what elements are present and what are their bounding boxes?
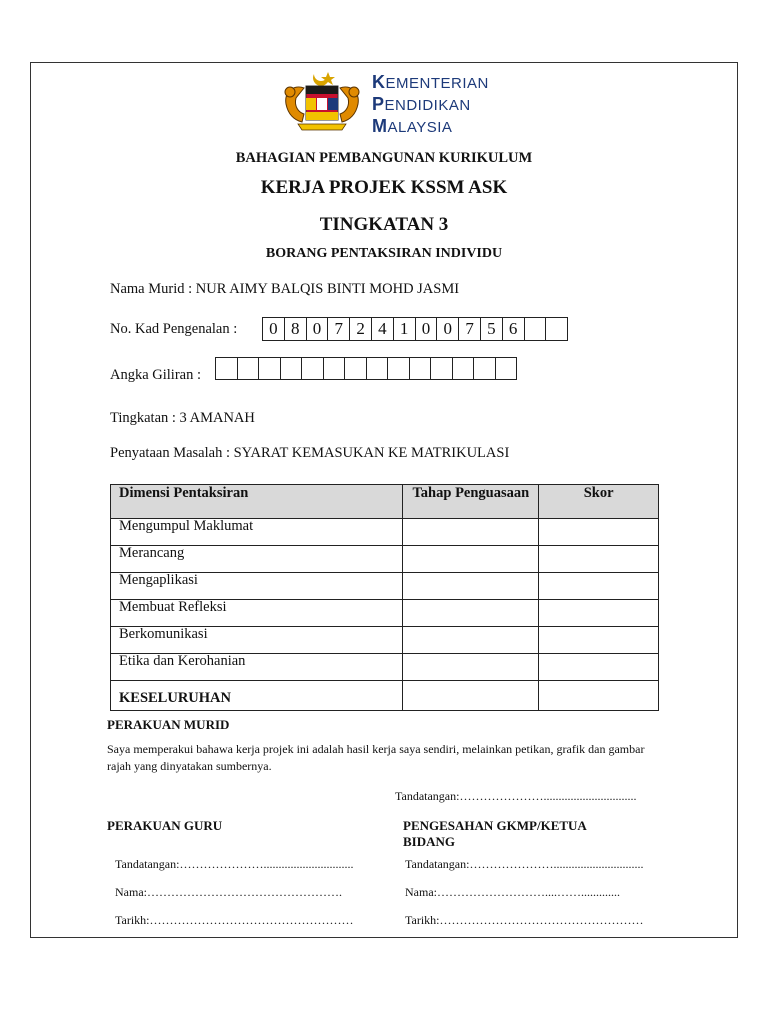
score-cell	[539, 519, 659, 546]
digit-box	[345, 357, 367, 380]
form-level-heading: TINGKATAN 3	[319, 214, 449, 235]
digit-box	[496, 357, 518, 380]
digit-box: 7	[459, 317, 481, 341]
dimension-cell: Etika dan Kerohanian	[111, 654, 403, 681]
digit-box	[546, 317, 568, 341]
digit-box: 8	[285, 317, 307, 341]
ministry-logo	[276, 70, 516, 134]
score-cell	[539, 654, 659, 681]
page-title: KERJA PROJEK KSSM ASK	[260, 177, 508, 198]
digit-box	[281, 357, 303, 380]
table-row	[111, 654, 659, 681]
form-name-heading: BORANG PENTAKSIRAN INDIVIDU	[265, 246, 503, 261]
mastery-cell	[403, 600, 539, 627]
total-mastery-cell	[403, 681, 539, 711]
digit-box	[216, 357, 238, 380]
digit-box	[367, 357, 389, 380]
division-heading: BAHAGIAN PEMBANGUNAN KURIKULUM	[235, 150, 533, 166]
digit-box: 2	[350, 317, 372, 341]
table-row	[111, 627, 659, 654]
dimension-cell: Membuat Refleksi	[111, 600, 403, 627]
digit-box: 1	[394, 317, 416, 341]
ic-label: No. Kad Pengenalan :	[110, 321, 238, 337]
digit-box	[324, 357, 346, 380]
dimension-cell: Mengaplikasi	[111, 573, 403, 600]
total-score-cell	[539, 681, 659, 711]
digit-box: 5	[481, 317, 503, 341]
dimension-cell: Berkomunikasi	[111, 627, 403, 654]
dimension-cell: Merancang	[111, 546, 403, 573]
head-section-title-1: PENGESAHAN GKMP/KETUA	[403, 818, 587, 833]
digit-box: 0	[416, 317, 438, 341]
digit-box: 4	[372, 317, 394, 341]
exam-number-boxes	[215, 357, 517, 380]
digit-box: 0	[307, 317, 329, 341]
class-field: Tingkatan : 3 AMANAH	[110, 410, 255, 426]
mastery-cell	[403, 573, 539, 600]
column-header: Dimensi Pentaksiran	[111, 485, 403, 519]
teacher-section-title: PERAKUAN GURU	[107, 818, 223, 833]
coat-of-arms-icon	[276, 70, 368, 134]
score-cell	[539, 627, 659, 654]
mastery-cell	[403, 654, 539, 681]
head-name-line: Nama:………………………....…….............	[405, 885, 620, 899]
digit-box: 6	[503, 317, 525, 341]
digit-box	[302, 357, 324, 380]
digit-box: 7	[328, 317, 350, 341]
score-cell	[539, 573, 659, 600]
student-signature-line: Tandatangan:…………………...............................	[395, 789, 637, 803]
teacher-signature-line: Tandatangan:…………………..............................	[115, 857, 354, 871]
table-row	[111, 546, 659, 573]
digit-box	[453, 357, 475, 380]
column-header: Tahap Penguasaan	[403, 485, 539, 519]
student-name: Nama Murid : NUR AIMY BALQIS BINTI MOHD JASMI	[110, 281, 460, 297]
digit-box	[238, 357, 260, 380]
dimension-cell: Mengumpul Maklumat	[111, 519, 403, 546]
mastery-cell	[403, 627, 539, 654]
digit-box	[474, 357, 496, 380]
logo-line-1: KEMENTERIAN	[372, 72, 489, 92]
column-header: Skor	[539, 485, 659, 519]
digit-box	[410, 357, 432, 380]
exam-number-label: Angka Giliran :	[110, 367, 202, 383]
score-cell	[539, 546, 659, 573]
ic-number-boxes	[262, 317, 568, 341]
table-row	[111, 600, 659, 627]
digit-box	[431, 357, 453, 380]
digit-box	[259, 357, 281, 380]
teacher-name-line: Nama:………………………………………….	[115, 885, 342, 899]
table-row	[111, 573, 659, 600]
digit-box: 0	[263, 317, 285, 341]
table-row	[111, 519, 659, 546]
logo-line-2: PENDIDIKAN	[372, 94, 471, 114]
digit-box	[525, 317, 547, 341]
head-section-title-2: BIDANG	[403, 834, 456, 849]
assessment-table	[110, 484, 659, 711]
table-header-row	[111, 485, 659, 519]
digit-box: 0	[437, 317, 459, 341]
student-declaration-text: Saya memperakui bahawa kerja projek ini adalah hasil kerja saya sendiri, melainkan petikan, grafik dan gambar rajah yang dinyatakan sumbernya.	[107, 742, 645, 773]
score-cell	[539, 600, 659, 627]
head-date-line: Tarikh:……………………………………………	[405, 913, 644, 927]
digit-box	[388, 357, 410, 380]
teacher-date-line: Tarikh:……………………………………………	[115, 913, 354, 927]
mastery-cell	[403, 546, 539, 573]
total-row	[111, 681, 659, 711]
mastery-cell	[403, 519, 539, 546]
problem-statement: Penyataan Masalah : SYARAT KEMASUKAN KE MATRIKULASI	[110, 445, 510, 461]
student-declaration-title: PERAKUAN MURID	[107, 717, 230, 732]
head-signature-line: Tandatangan:…………………..............................	[405, 857, 644, 871]
logo-line-3: MALAYSIA	[372, 116, 453, 136]
total-label: KESELURUHAN	[111, 681, 403, 711]
